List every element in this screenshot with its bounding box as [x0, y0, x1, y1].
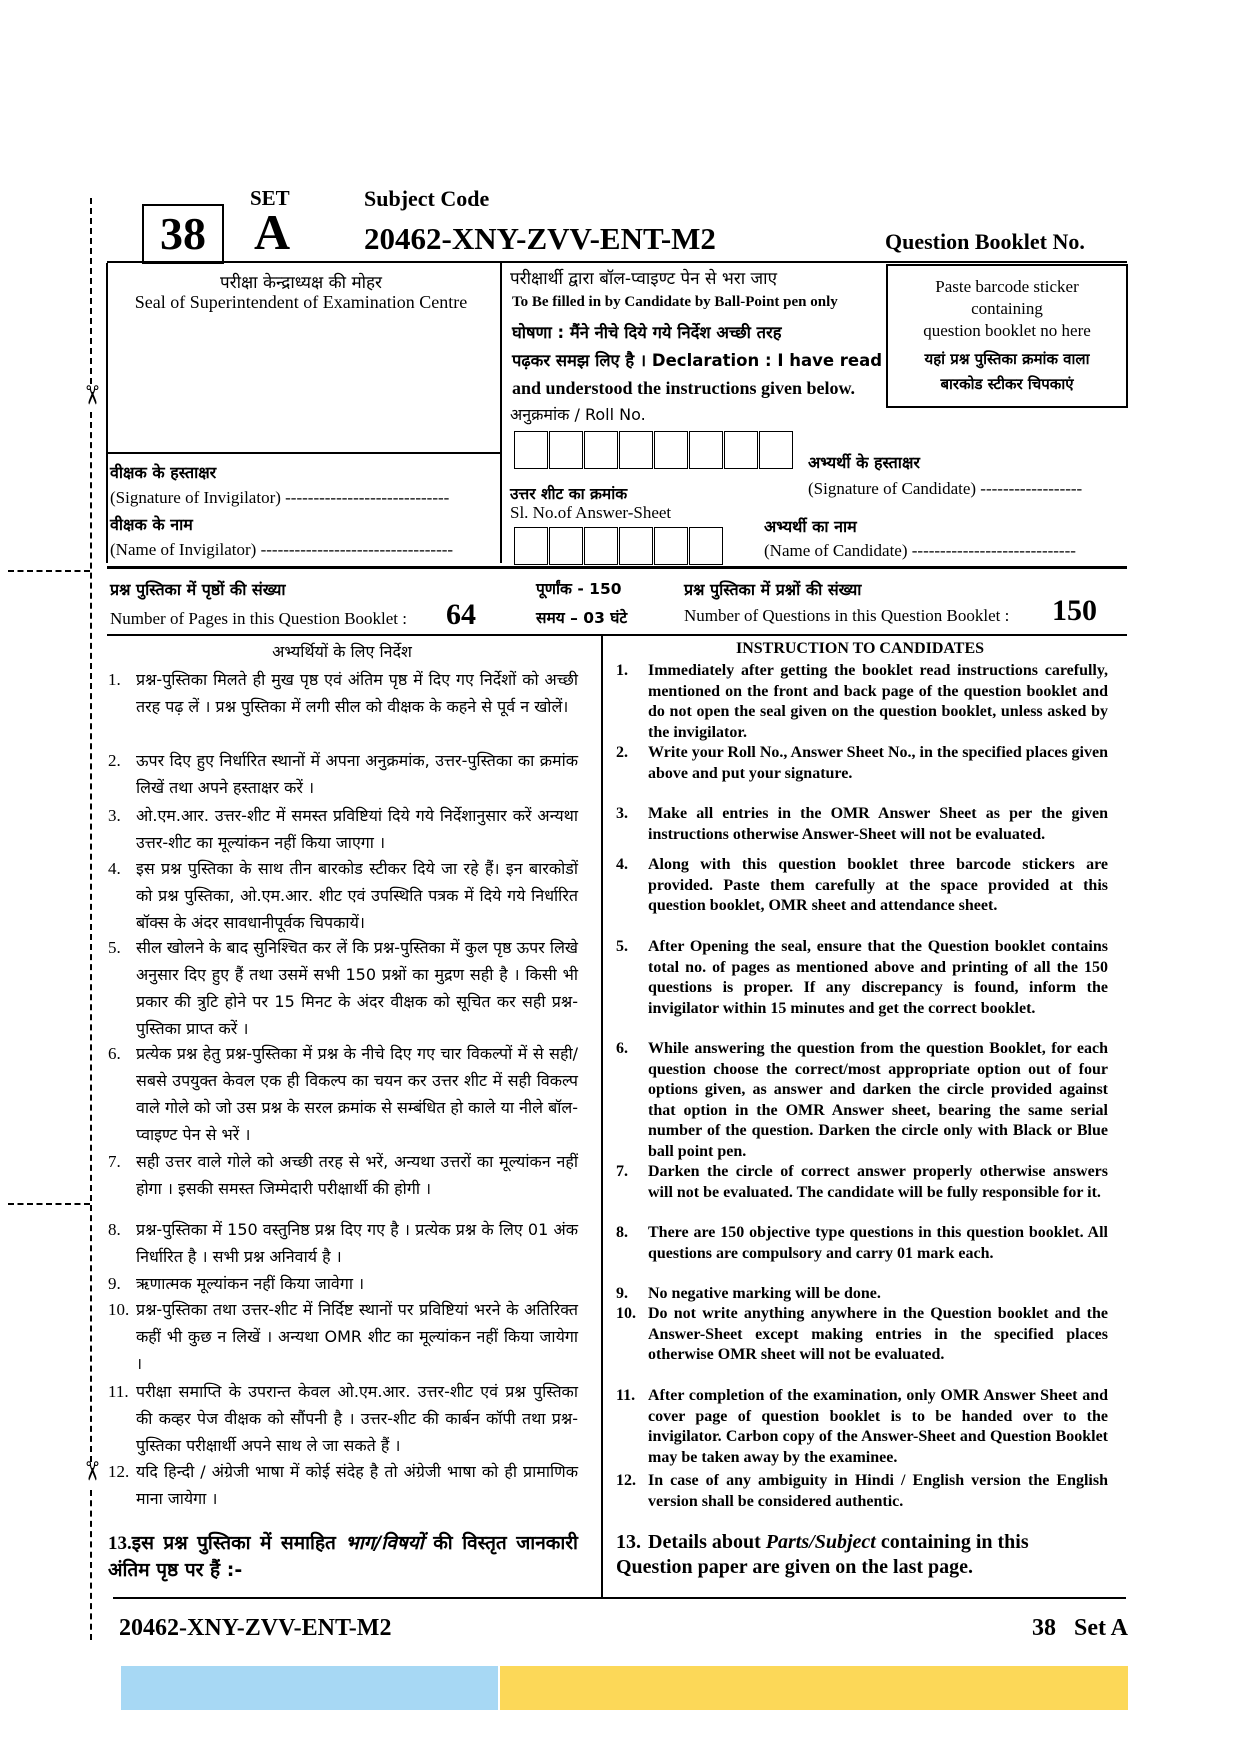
cut-line-middle	[90, 412, 92, 1462]
footer-yellow-band	[500, 1666, 1128, 1710]
hindi-instruction-item: 8. प्रश्न-पुस्तिका में 150 वस्तुनिष्ठ प्रश्न दिए गए है । प्रत्येक प्रश्न के लिए 01 अंक निर्धारित है । सभी प्रश्न अनिवार्य है ।	[108, 1220, 578, 1266]
questions-english: Number of Questions in this Question Booklet :	[684, 606, 1010, 625]
hindi-instruction-item: 2. ऊपर दिए हुए निर्धारित स्थानों में अपना अनुक्रमांक, उत्तर-पुस्तिका का क्रमांक लिखें तथा अपने हस्ताक्षर करें ।	[108, 751, 578, 797]
roll-no-digit-box[interactable]	[549, 431, 583, 469]
english-instruction-item: 4. Along with this question booklet three barcode stickers are provided. Paste them carefully at the space provided at this question booklet, OMR sheet and attendance sheet.	[616, 856, 1108, 914]
subject-code: 20462-XNY-ZVV-ENT-M2	[364, 221, 716, 256]
seal-left-border	[106, 263, 108, 563]
answer-sheet-boxes[interactable]	[514, 527, 724, 565]
pages-hindi: प्रश्न पुस्तिका में पृष्ठों की संख्या	[110, 580, 286, 599]
answer-sheet-digit-box[interactable]	[689, 527, 723, 565]
answer-sheet-digit-box[interactable]	[584, 527, 618, 565]
set-letter: A	[254, 204, 291, 260]
footer-blue-band	[121, 1666, 498, 1710]
english-instruction-item: 10. Do not write anything anywhere in the Question booklet and the Answer-Sheet except making entries in the specified places otherwise OMR sheet will not be evaluated.	[616, 1305, 1108, 1363]
hindi-instructions-title: अभ्यर्थियों के लिए निर्देश	[272, 642, 412, 661]
barcode-line-4: यहां प्रश्न पुस्तिका क्रमांक वाला	[924, 350, 1090, 368]
hindi-instruction-item: 12. यदि हिन्दी / अंग्रेजी भाषा में कोई संदेह है तो अंग्रेजी भाषा को ही प्रामाणिक माना जायेगा ।	[108, 1462, 578, 1508]
cut-line-bottom	[90, 1490, 92, 1640]
answer-sheet-digit-box[interactable]	[619, 527, 653, 565]
hindi-instruction-item: 7. सही उत्तर वाले गोले को अच्छी तरह से भरें, अन्यथा उत्तरों का मूल्यांकन नहीं होगा । इसकी समस्त जिम्मेदारी परीक्षार्थी की होगी ।	[108, 1152, 578, 1198]
english-instruction-item: 9. No negative marking will be done.	[616, 1285, 881, 1302]
declaration-line-2: पढ़कर समझ लिए है । Declaration : I have read	[512, 351, 883, 370]
english-instruction-item: 12. In case of any ambiguity in Hindi / English version the English version shall be considered authentic.	[616, 1472, 1108, 1510]
declaration-line-3: and understood the instructions given below.	[512, 378, 856, 398]
declaration-line-1: घोषणा : मैंने नीचे दिये गये निर्देश अच्छी तरह	[512, 323, 782, 342]
info-bottom-rule	[107, 634, 1127, 636]
invigilator-sign-field[interactable]: (Signature of Invigilator) -----------------------------	[110, 488, 450, 507]
answer-sheet-english: Sl. No.of Answer-Sheet	[510, 503, 672, 522]
hindi-instruction-item: 1. प्रश्न-पुस्तिका मिलते ही मुख पृष्ठ एवं अंतिम पृष्ठ में दिए गए निर्देशों को अच्छी तरह पढ़ लें । प्रश्न पुस्तिका में लगी सील को वीक्षक के कहने से पूर्व न खोलें।	[108, 670, 578, 716]
hindi-instruction-item: 3. ओ.एम.आर. उत्तर-शीट में समस्त प्रविष्टियां दिये गये निर्देशानुसार करें अन्यथा उत्तर-शीट का मूल्यांकन नहीं किया जाएगा ।	[108, 806, 578, 852]
english-instruction-item: 1. Immediately after getting the booklet read instructions carefully, mentioned on the front and back page of the question booklet and do not open the seal given on the question booklet, unless asked by the invigilator.	[616, 662, 1108, 741]
fill-hindi: परीक्षार्थी द्वारा बॉल-प्वाइण्ट पेन से भरा जाए	[510, 269, 777, 289]
roll-no-digit-box[interactable]	[759, 431, 793, 469]
barcode-line-3: question booklet no here	[923, 321, 1091, 340]
seal-bottom-rule	[106, 452, 500, 454]
set-number: 38	[160, 208, 206, 259]
answer-sheet-digit-box[interactable]	[514, 527, 548, 565]
seal-hindi: परीक्षा केन्द्राध्यक्ष की मोहर	[219, 273, 382, 293]
invigilator-name-field[interactable]: (Name of Invigilator) ----------------------------------	[110, 540, 454, 559]
roll-no-boxes[interactable]	[514, 431, 794, 469]
hindi-instruction-item: 11. परीक्षा समाप्ति के उपरान्त केवल ओ.एम.आर. उत्तर-शीट एवं प्रश्न पुस्तिका की कव्हर पेज वीक्षक को सौंपनी है । उत्तर-शीट की कार्बन कॉपी तथा प्रश्न-पुस्तिका परीक्षार्थी अपने साथ ले जा सकते हैं ।	[108, 1382, 578, 1455]
english-instruction-item: 11. After completion of the examination, only OMR Answer Sheet and cover page of question booklet is to be handed over to the invigilator. Carbon copy of the Answer-Sheet and Question Booklet may be taken away by the examinee.	[616, 1387, 1108, 1466]
invigilator-name-hindi: वीक्षक के नाम	[110, 515, 193, 534]
pages-value: 64	[446, 598, 476, 631]
english-instruction-item: 3. Make all entries in the OMR Answer Sheet as per the given instructions otherwise Answer-Sheet will not be evaluated.	[616, 805, 1108, 843]
subject-code-label: Subject Code	[364, 186, 490, 211]
hindi-instruction-item: 5. सील खोलने के बाद सुनिश्चित कर लें कि प्रश्न-पुस्तिका में कुल पृष्ठ ऊपर लिखे अनुसार दिए हुए हैं तथा उसमें सभी 150 प्रश्नों का मुद्रण सही है । किसी भी प्रकार की त्रुटि होने पर 15 मिनट के अंदर वीक्षक को सूचित कर सही प्रश्न-पुस्तिका प्राप्त करें ।	[108, 938, 578, 1038]
fold-mark-bottom	[8, 1203, 90, 1205]
roll-no-digit-box[interactable]	[584, 431, 618, 469]
booklet-no-label: Question Booklet No.	[885, 229, 1085, 254]
hindi-instruction-item: 4. इस प्रश्न पुस्तिका के साथ तीन बारकोड स्टीकर दिये जा रहे हैं। इन बारकोडों को प्रश्न पुस्तिका, ओ.एम.आर. शीट एवं उपस्थिति पत्रक में दिये गये निर्धारित बॉक्स के अंदर सावधानीपूर्वक चिपकायें।	[108, 859, 578, 932]
answer-sheet-hindi: उत्तर शीट का क्रमांक	[510, 485, 628, 503]
info-top-rule	[107, 566, 1127, 569]
english-instruction-item: 7. Darken the circle of correct answer properly otherwise answers will not be evaluated. The candidate will be fully responsible for it.	[616, 1163, 1108, 1201]
candidate-name-hindi: अभ्यर्थी का नाम	[764, 517, 857, 536]
roll-no-digit-box[interactable]	[514, 431, 548, 469]
english-instruction-item: 6. While answering the question from the question Booklet, for each question choose the correct/most appropriate option out of four options given, as answer and darken the circle provided against that option in the OMR Answer sheet, bearing the same serial number of the question. Darken the circle only with Black or Blue ball point pen.	[616, 1040, 1108, 1160]
set-label: SET	[250, 186, 290, 210]
instructions-bottom-rule	[113, 1597, 1126, 1599]
seal-right-border	[500, 263, 502, 563]
candidate-name-field[interactable]: (Name of Candidate) -----------------------------	[764, 541, 1076, 560]
english-instruction-item: 2. Write your Roll No., Answer Sheet No., in the specified places given above and put your signature.	[616, 744, 1108, 782]
english-instructions-list	[616, 661, 1110, 1561]
hindi-instruction-item: 6. प्रत्येक प्रश्न हेतु प्रश्न-पुस्तिका में प्रश्न के नीचे दिए गए चार विकल्पों में से सही/सबसे उपयुक्त केवल एक ही विकल्प का चयन कर उत्तर शीट में सही विकल्प वाले गोले को जो उस प्रश्न के सरल क्रमांक से सम्बंधित हो काले या नीले बॉल-प्वाइण्ट पेन से भरें ।	[108, 1044, 578, 1144]
questions-value: 150	[1052, 594, 1097, 627]
barcode-line-1: Paste barcode sticker	[935, 277, 1079, 296]
pages-english: Number of Pages in this Question Booklet :	[110, 609, 408, 628]
hindi-instruction-13: 13.इस प्रश्न पुस्तिका में समाहित भाग/विषयों की विस्तृत जानकारी अंतिम पृष्ठ पर हैं :-	[108, 1532, 578, 1581]
footer-subject-code: 20462-XNY-ZVV-ENT-M2	[119, 1615, 392, 1641]
fill-english: To Be filled in by Candidate by Ball-Point pen only	[512, 294, 838, 310]
scissors-icon: ✂	[75, 1460, 106, 1482]
exam-time: समय – 03 घंटे	[536, 609, 628, 627]
seal-english: Seal of Superintendent of Examination Centre	[134, 292, 468, 312]
footer-set-info: 38 Set A	[1032, 1615, 1128, 1641]
candidate-sign-field[interactable]: (Signature of Candidate) ------------------	[808, 479, 1083, 498]
scissors-icon: ✂	[75, 384, 106, 406]
english-instruction-item: 5. After Opening the seal, ensure that the Question booklet contains total no. of pages as mentioned above and printing of all the 150 questions is proper. If any discrepancy is found, inform the invigilator within 15 minutes and get the correct booklet.	[616, 938, 1108, 1017]
hindi-instruction-item: 9. ऋणात्मक मूल्यांकन नहीं किया जावेगा ।	[108, 1274, 365, 1293]
barcode-line-2: containing	[971, 299, 1043, 318]
roll-no-digit-box[interactable]	[619, 431, 653, 469]
header-rule	[107, 261, 1127, 263]
roll-no-digit-box[interactable]	[724, 431, 758, 469]
english-instruction-item: 8. There are 150 objective type questions in this question booklet. All questions are compulsory and carry 01 mark each.	[616, 1224, 1108, 1262]
total-marks: पूर्णांक - 150	[536, 580, 622, 598]
fold-mark-top	[8, 570, 90, 572]
answer-sheet-digit-box[interactable]	[549, 527, 583, 565]
column-divider	[601, 635, 603, 1597]
candidate-sign-hindi: अभ्यर्थी के हस्ताक्षर	[808, 453, 920, 472]
answer-sheet-digit-box[interactable]	[654, 527, 688, 565]
questions-hindi: प्रश्न पुस्तिका में प्रश्नों की संख्या	[684, 580, 862, 599]
barcode-line-5: बारकोड स्टीकर चिपकाएं	[940, 375, 1074, 393]
hindi-instruction-item: 10. प्रश्न-पुस्तिका तथा उत्तर-शीट में निर्दिष्ट स्थानों पर प्रविष्टियां भरने के अतिरिक्त कहीं भी कुछ न लिखें । अन्यथा OMR शीट का मूल्यांकन नहीं किया जायेगा ।	[108, 1300, 578, 1373]
roll-no-digit-box[interactable]	[654, 431, 688, 469]
hindi-instructions-list	[108, 666, 588, 1566]
cut-line-top	[90, 198, 92, 384]
roll-no-label: अनुक्रमांक / Roll No.	[510, 405, 646, 424]
roll-no-digit-box[interactable]	[689, 431, 723, 469]
english-instruction-13: 13. Details about Parts/Subject containing in this Question paper are given on the last page.	[616, 1531, 1029, 1578]
english-instructions-title: INSTRUCTION TO CANDIDATES	[735, 640, 985, 657]
invigilator-sign-hindi: वीक्षक के हस्ताक्षर	[110, 463, 217, 482]
